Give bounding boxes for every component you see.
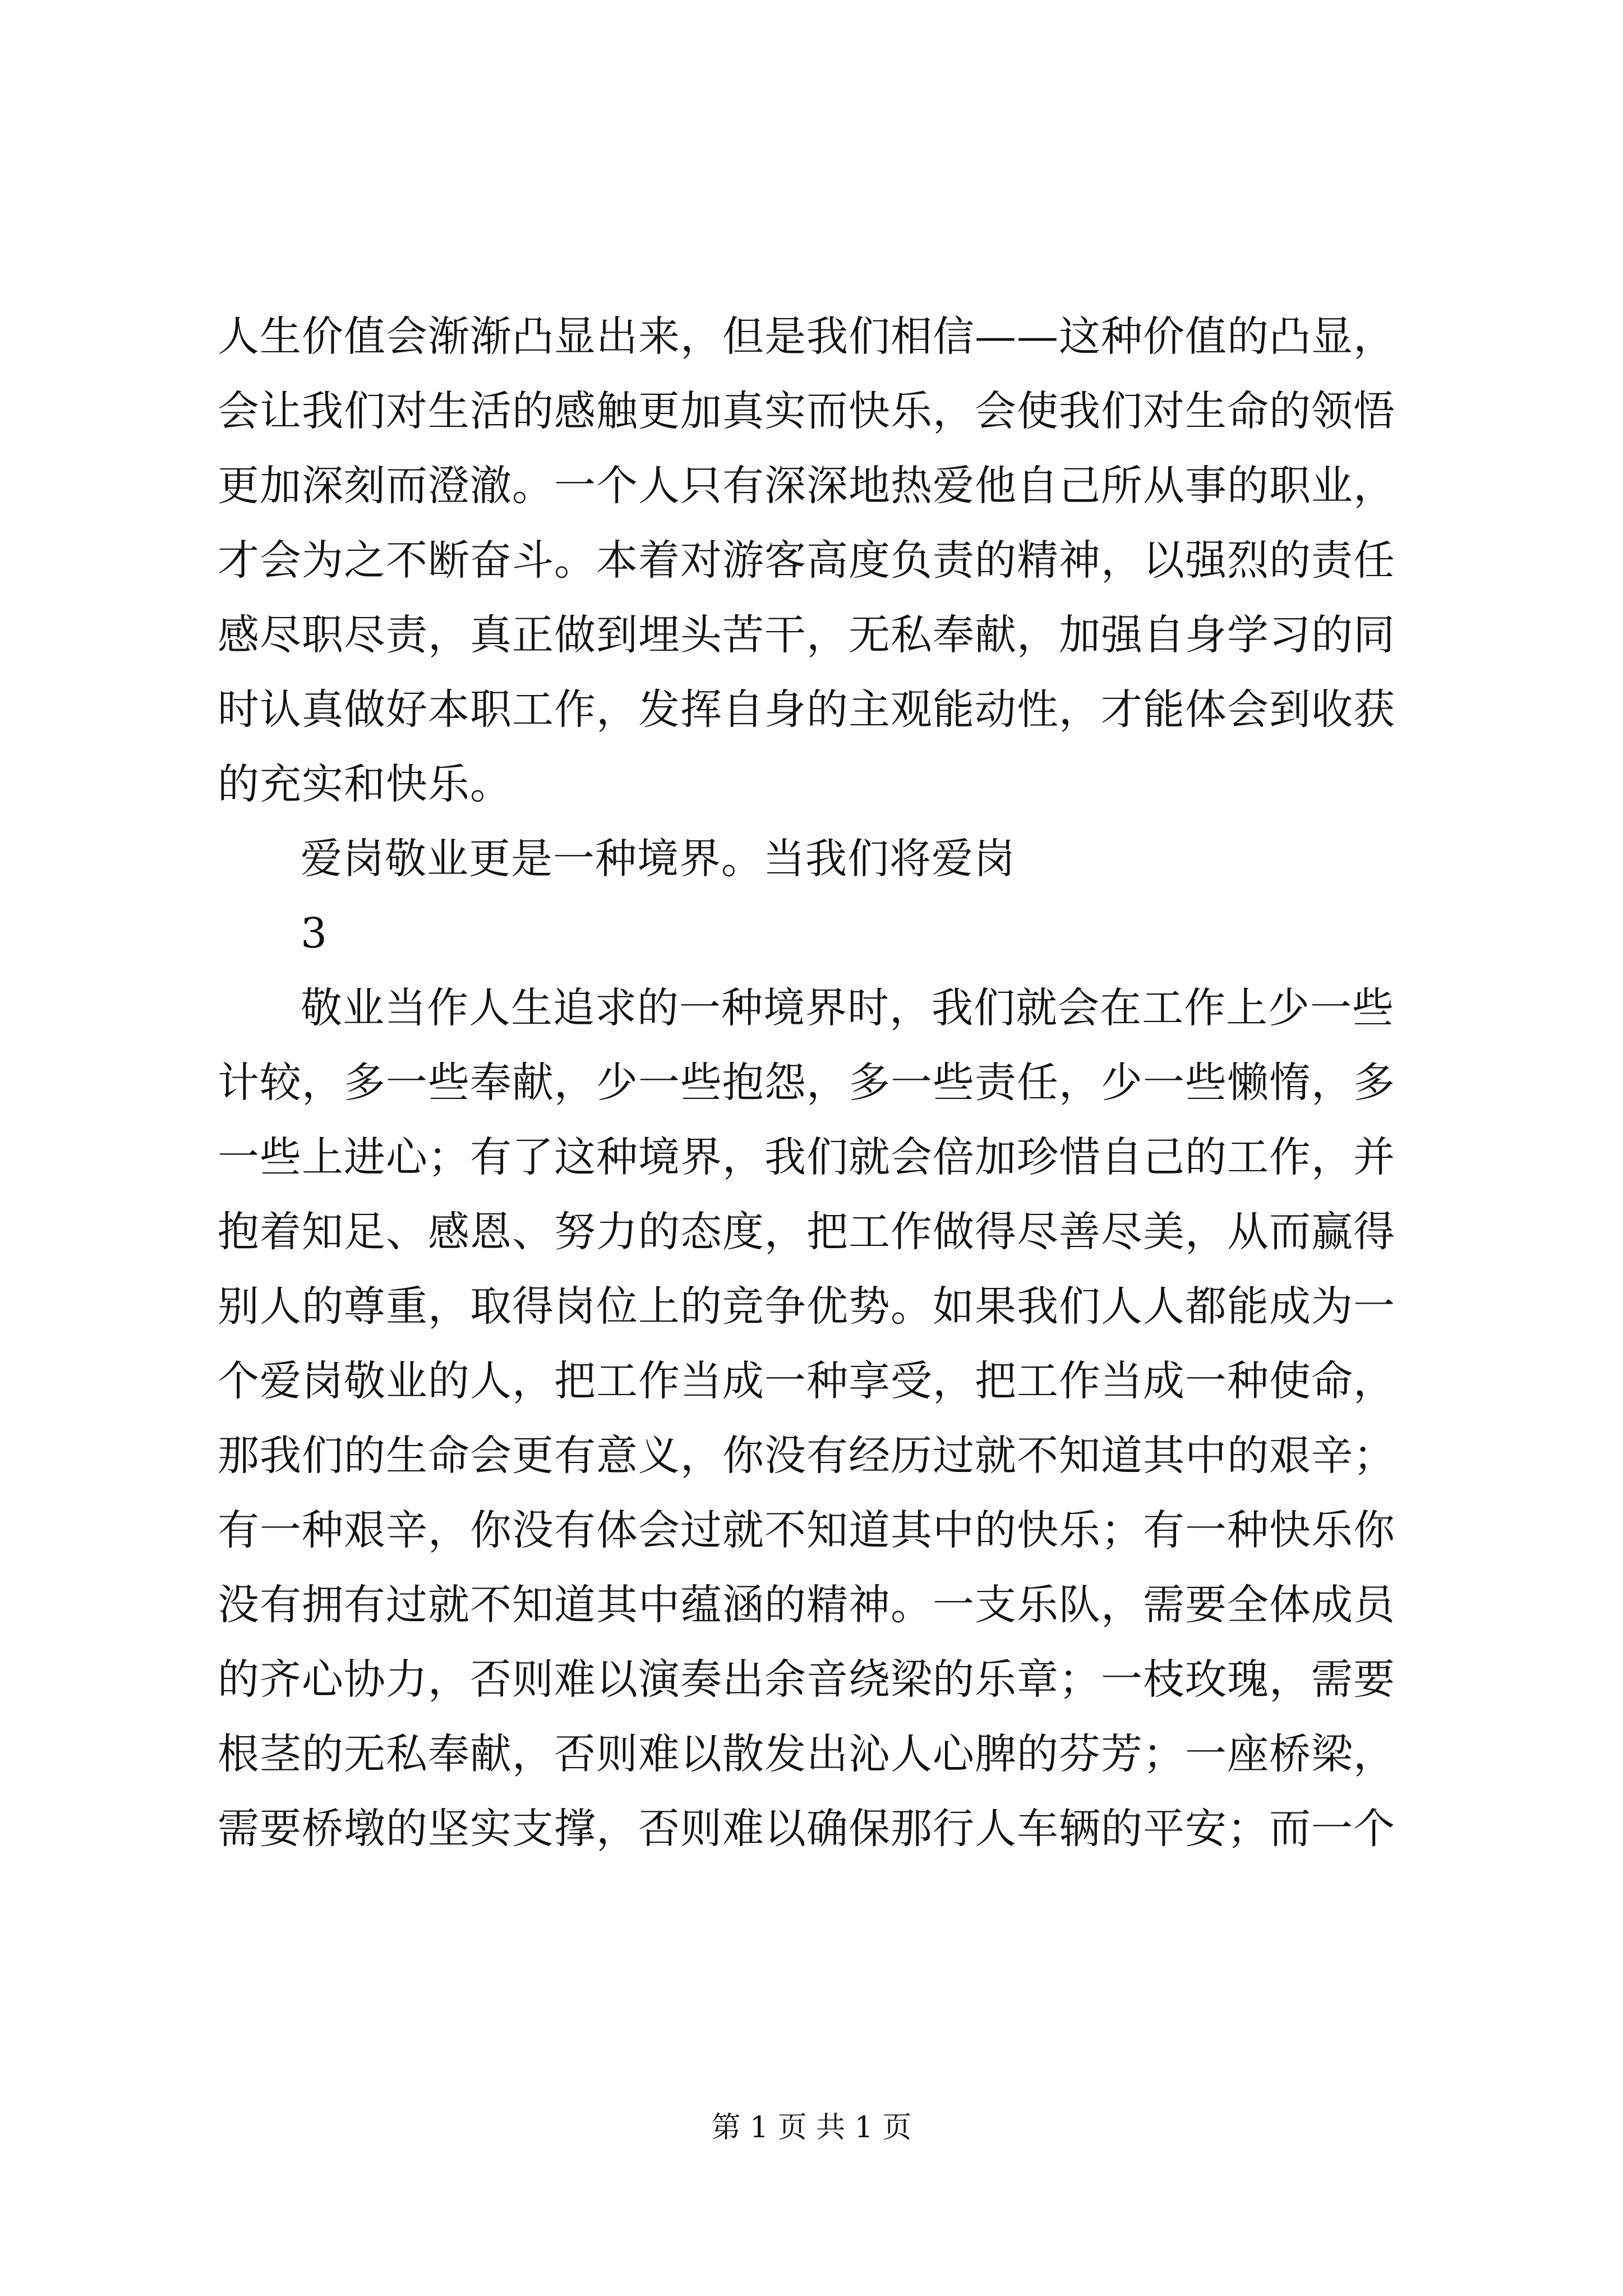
text-line: 需要桥墩的坚实支撑，否则难以确保那行人车辆的平安；而一个 — [218, 1805, 1395, 1853]
text-line: 那我们的生命会更有意义，你没有经历过就不知道其中的艰辛； — [218, 1432, 1395, 1480]
text-line: 有一种艰辛，你没有体会过就不知道其中的快乐；有一种快乐你 — [218, 1506, 1395, 1554]
page-footer: 第 1 页 共 1 页 — [711, 2111, 912, 2145]
text-line: 的齐心协力，否则难以演奏出余音绕梁的乐章；一枝玫瑰，需要 — [218, 1655, 1395, 1704]
text-line: 会让我们对生活的感触更加真实而快乐，会使我们对生命的领悟 — [218, 387, 1395, 435]
text-line: 个爱岗敬业的人，把工作当成一种享受，把工作当成一种使命， — [218, 1357, 1395, 1405]
text-line: 时认真做好本职工作，发挥自身的主观能动性，才能体会到收获 — [218, 685, 1395, 734]
text-line: 3 — [301, 909, 328, 958]
text-line: 抱着知足、感恩、努力的态度，把工作做得尽善尽美，从而赢得 — [218, 1208, 1395, 1256]
text-line: 爱岗敬业更是一种境界。当我们将爱岗 — [301, 835, 1016, 883]
text-line: 更加深刻而澄澈。一个人只有深深地热爱他自己所从事的职业， — [218, 462, 1395, 510]
text-line: 敬业当作人生追求的一种境界时，我们就会在工作上少一些 — [301, 984, 1394, 1032]
text-line: 感尽职尽责，真正做到埋头苦干，无私奉献，加强自身学习的同 — [218, 611, 1395, 659]
text-line: 人生价值会渐渐凸显出来，但是我们相信——这种价值的凸显， — [218, 312, 1395, 361]
text-line: 别人的尊重，取得岗位上的竞争优势。如果我们人人都能成为一 — [218, 1282, 1395, 1331]
text-line: 计较，多一些奉献，少一些抱怨，多一些责任，少一些懒惰，多 — [218, 1059, 1395, 1107]
text-line: 一些上进心；有了这种境界，我们就会倍加珍惜自己的工作，并 — [218, 1133, 1395, 1181]
text-line: 才会为之不断奋斗。本着对游客高度负责的精神，以强烈的责任 — [218, 536, 1395, 585]
document-body — [218, 300, 1423, 1866]
text-line: 的充实和快乐。 — [218, 760, 512, 808]
text-line: 没有拥有过就不知道其中蕴涵的精神。一支乐队，需要全体成员 — [218, 1581, 1395, 1629]
text-line: 根茎的无私奉献，否则难以散发出沁人心脾的芬芳；一座桥梁， — [218, 1730, 1395, 1778]
